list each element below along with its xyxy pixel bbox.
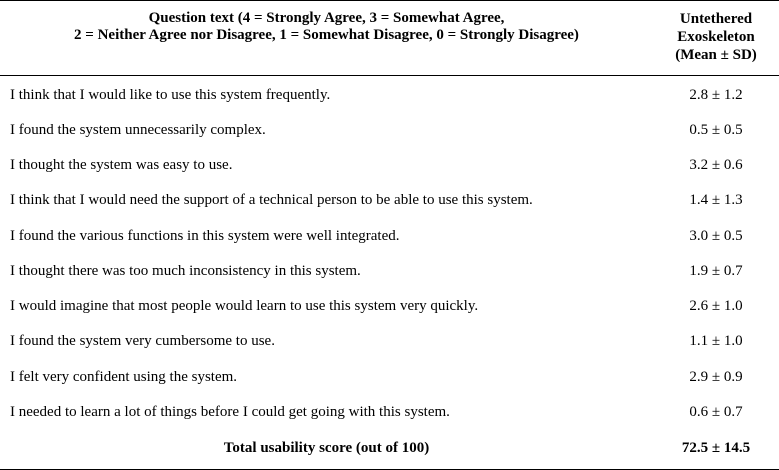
question-text: I found the system very cumbersome to use. xyxy=(10,333,275,349)
question-header-line-2: 2 = Neither Agree nor Disagree, 1 = Somewhat Disagree, 0 = Strongly Disagree) xyxy=(74,27,579,43)
question-column-header xyxy=(0,10,653,44)
table-row xyxy=(0,296,779,316)
table-row xyxy=(0,226,779,246)
mean-sd-value: 1.4 ± 1.3 xyxy=(689,192,743,208)
question-text: I found the various functions in this system were well integrated. xyxy=(10,228,400,244)
table-row xyxy=(0,331,779,351)
top-rule xyxy=(0,0,779,1)
total-label: Total usability score (out of 100) xyxy=(223,440,430,456)
table-row xyxy=(0,85,779,105)
column-header-line-3: (Mean ± SD) xyxy=(675,47,757,63)
table-row xyxy=(0,155,779,175)
question-text: I would imagine that most people would learn to use this system very quickly. xyxy=(10,298,479,314)
mean-sd-value: 2.6 ± 1.0 xyxy=(689,298,743,314)
table-row xyxy=(0,367,779,387)
total-row xyxy=(0,438,779,458)
table-row xyxy=(0,190,779,210)
question-text: I thought the system was easy to use. xyxy=(10,157,233,173)
mean-sd-value: 2.9 ± 0.9 xyxy=(689,369,743,385)
mean-sd-value: 1.9 ± 0.7 xyxy=(689,263,743,279)
header-rule xyxy=(0,75,779,76)
mean-sd-value: 2.8 ± 1.2 xyxy=(689,87,743,103)
exoskeleton-column-header xyxy=(653,10,779,64)
table-row xyxy=(0,261,779,281)
mean-sd-value: 3.2 ± 0.6 xyxy=(689,157,743,173)
mean-sd-value: 3.0 ± 0.5 xyxy=(689,228,743,244)
question-text: I felt very confident using the system. xyxy=(10,369,238,385)
question-header-line-1: Question text (4 = Strongly Agree, 3 = Somewhat Agree, xyxy=(148,10,505,26)
mean-sd-value: 0.5 ± 0.5 xyxy=(689,122,743,138)
table-row xyxy=(0,120,779,140)
total-value: 72.5 ± 14.5 xyxy=(681,440,751,456)
table-row xyxy=(0,402,779,422)
question-text: I think that I would need the support of a technical person to be able to use this system. xyxy=(10,192,533,208)
mean-sd-value: 0.6 ± 0.7 xyxy=(689,404,743,420)
question-text: I needed to learn a lot of things before I could get going with this system. xyxy=(10,404,450,420)
mean-sd-value: 1.1 ± 1.0 xyxy=(689,333,743,349)
column-header-line-2: Exoskeleton xyxy=(677,29,755,45)
question-text: I think that I would like to use this system frequently. xyxy=(10,87,331,103)
column-header-line-1: Untethered xyxy=(679,11,753,27)
question-text: I thought there was too much inconsistency in this system. xyxy=(10,263,361,279)
question-text: I found the system unnecessarily complex. xyxy=(10,122,266,138)
